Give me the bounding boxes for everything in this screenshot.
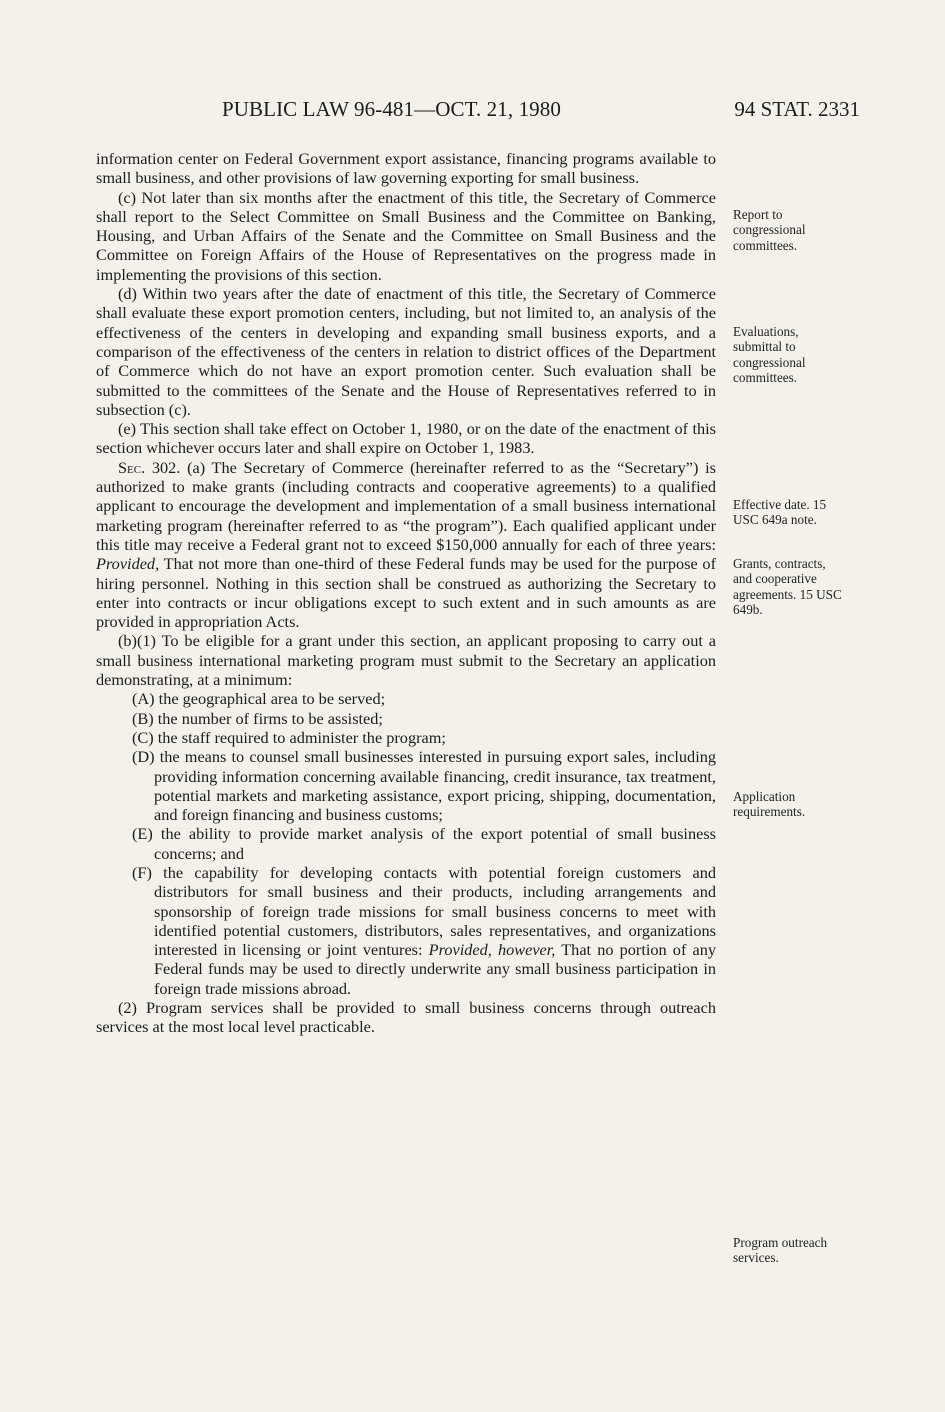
margin-note-effective-date: Effective date. 15 USC 649a note. <box>733 497 827 528</box>
section-label: Sec <box>118 457 142 477</box>
paragraph-d: (d) Within two years after the date of enactment of this title, the Secretary of Commerce shall evaluate these export promotion centers, including, but not limited to, an analysis of the effectiveness of the centers in developing and expanding small business exports, and a comparison of the effectiveness of the centers in relation to district offices of the Department of Commerce which do not have an export promotion center. Such evaluation shall be submitted to the committees of the Senate and the House of Representatives referred to in subsection (c). <box>96 284 716 419</box>
paragraph-c: (c) Not later than six months after the enactment of this title, the Secretary of Commerce shall report to the Select Committee on Small Business and the Committee on Banking, Housing, and Urban Affairs of the Senate and the Committee on Small Business and the Committee on Foreign Affairs of the House of Representatives on the progress made in implementing the provisions of this section. <box>96 187 716 284</box>
paragraph-continuation: information center on Federal Government export assistance, financing programs available to small business, and other provisions of law governing exporting for small business. <box>96 149 716 188</box>
statute-page-number: 94 STAT. 2331 <box>734 97 860 121</box>
paragraph-b1: (b)(1) To be eligible for a grant under this section, an applicant proposing to carry out a small business international marketing program must submit to the Secretary an application demonstrating, at a minimum: <box>96 631 716 690</box>
paragraph-e: (e) This section shall take effect on October 1, 1980, or on the date of the enactment of this section whichever occurs later and shall expire on October 1, 1983. <box>96 419 716 458</box>
running-title: PUBLIC LAW 96-481—OCT. 21, 1980 <box>222 97 561 121</box>
item-f-text-b: That no portion of any Federal funds may be used to directly underwrite any small business participation in foreign trade missions abroad. <box>154 940 717 998</box>
list-item-f <box>96 863 716 998</box>
section-302-text-a: . 302. (a) The Secretary of Commerce (hereinafter referred to as the “Secretary”) is authorized to make grants (including contracts and cooperative agreements) to a qualified applicant to encourage the development and implementation of a small business international marketing program (hereinafter referred to as “the program”). Each qualified applicant under this title may receive a Federal grant not to exceed $150,000 annually for each of three years: <box>96 457 716 554</box>
item-f-text-a: (F) the capability for developing contacts with potential foreign customers and distributors for small business and their products, including arrangements and sponsorship of foreign trade missions for small business concerns to meet with identified potential customers, distributors, sales representatives, and organizations interested in licensing or joint ventures: <box>132 862 716 960</box>
paragraph-b2: (2) Program services shall be provided to small business concerns through outreach services at the most local level practicable. <box>96 998 716 1037</box>
list-item-a: (A) the geographical area to be served; <box>132 689 386 709</box>
list-item-e: (E) the ability to provide market analysis of the export potential of small business concerns; and <box>132 824 716 863</box>
proviso-however: Provided, however, <box>428 940 556 960</box>
list-item-b: (B) the number of firms to be assisted; <box>132 708 383 728</box>
margin-note-grants: Grants, contracts, and cooperative agreements. 15 USC 649b. <box>733 556 842 618</box>
proviso-word: Provided, <box>96 554 160 574</box>
list-item-d: (D) the means to counsel small businesses interested in pursuing export sales, including providing information concerning available financing, credit insurance, tax treatment, potential markets and marketing assistance, export pricing, shipping, documentation, and foreign financing and business customs; <box>132 747 716 825</box>
margin-note-outreach: Program outreach services. <box>733 1235 828 1266</box>
body-text <box>96 149 716 1037</box>
page-header <box>96 97 860 123</box>
section-302-text-b: That not more than one-third of these Federal funds may be used for the purpose of hiring personnel. Nothing in this section shall be construed as authorizing the Secretary to enter into contracts or incur obligations except to such extent and in such amounts as are provided in appropriation Acts. <box>96 554 716 632</box>
margin-note-evaluations: Evaluations, submittal to congressional committees. <box>733 324 806 386</box>
margin-note-application: Application requirements. <box>733 789 806 820</box>
list-item-c: (C) the staff required to administer the program; <box>132 727 446 747</box>
margin-note-report: Report to congressional committees. <box>733 207 806 253</box>
section-302-a <box>96 458 716 632</box>
